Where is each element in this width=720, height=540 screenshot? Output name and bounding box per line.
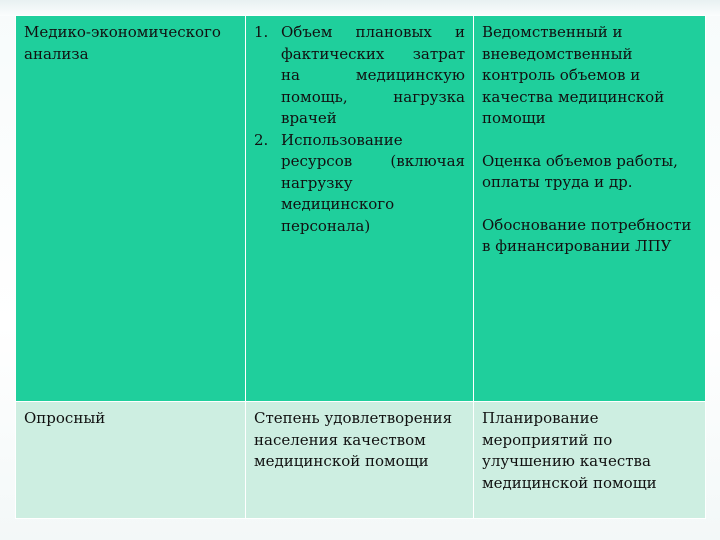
table-cell-indicators	[246, 16, 474, 402]
analysis-table	[15, 15, 706, 519]
method-name: Опросный	[24, 409, 106, 427]
slide-header-band	[0, 0, 720, 16]
list-item	[254, 22, 465, 130]
table-row	[16, 402, 706, 519]
table-cell-method	[16, 402, 246, 519]
list-item	[254, 130, 465, 238]
purpose-paragraph: Обоснование потребности в финансировании ЛПУ	[482, 215, 692, 255]
indicator-text: Степень удовлетворения населения качеством медицинской помощи	[254, 409, 453, 470]
table-cell-method	[16, 16, 246, 402]
table-cell-purpose	[474, 402, 706, 519]
purpose-paragraph: Ведомственный и вневедомственный контроль объемов и качества медицинской помощи	[482, 23, 665, 127]
method-name: Медико-экономического анализа	[24, 23, 221, 63]
purpose-paragraph: Оценка объемов работы, оплаты труда и др.	[482, 151, 678, 191]
table-row	[16, 16, 706, 402]
indicator-list	[254, 22, 465, 237]
purpose-text: Планирование мероприятий по улучшению качества медицинской помощи	[482, 409, 657, 492]
list-item-text: Объем плановых и фактических затрат на медицинскую помощь, нагрузка врачей	[281, 23, 465, 127]
list-item-text: Использование ресурсов (включая нагрузку медицинского персонала)	[281, 130, 465, 235]
list-item-number: 2.	[254, 130, 269, 149]
list-item-number: 1.	[254, 23, 269, 41]
table-cell-indicators	[246, 402, 474, 519]
table-cell-purpose	[474, 16, 706, 402]
